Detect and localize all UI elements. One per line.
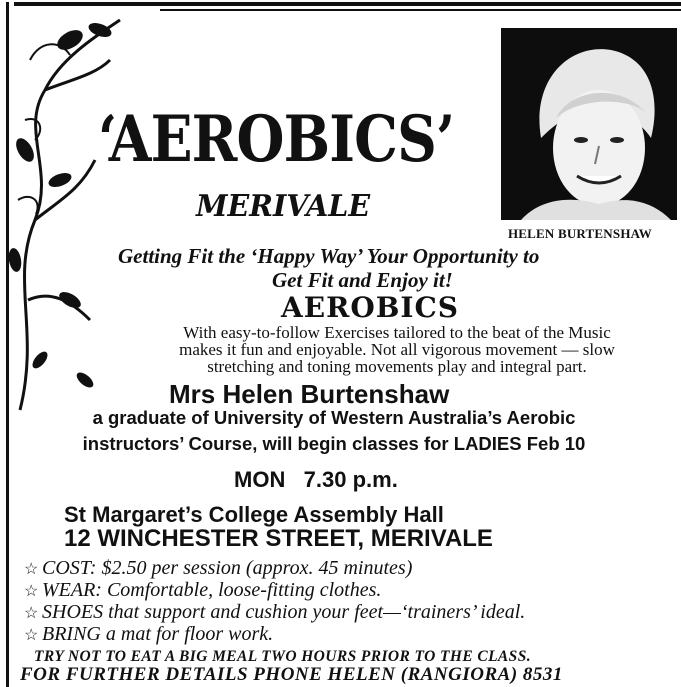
instructor-credentials xyxy=(10,405,658,457)
credentials-line: a graduate of University of Western Australia’s Aerobic xyxy=(92,407,576,428)
class-schedule xyxy=(234,467,398,493)
venue xyxy=(64,503,493,551)
tagline-line-2: Get Fit and Enjoy it! xyxy=(272,268,453,292)
list-item-text: WEAR: Comfortable, loose-fitting clothes. xyxy=(42,579,382,601)
venue-address: 12 WINCHESTER STREET, MERIVALE xyxy=(64,525,493,552)
location-heading: MERIVALE xyxy=(196,189,371,224)
credentials-line: instructors’ Course, will begin classes for LADIES Feb 10 xyxy=(82,433,586,454)
description-line: stretching and toning movements play and integral part. xyxy=(207,357,587,376)
footer-contact: FOR FURTHER DETAILS PHONE HELEN (RANGIORA) 8531 xyxy=(20,664,563,685)
list-item xyxy=(24,624,525,646)
list-item xyxy=(24,602,525,624)
subheading: AEROBICS xyxy=(281,291,459,324)
portrait-photo xyxy=(501,28,677,220)
schedule-time: 7.30 p.m. xyxy=(303,467,398,492)
details-list xyxy=(24,558,525,646)
star-icon: ☆ xyxy=(24,627,39,644)
description-line: With easy-to-follow Exercises tailored to the beat of the Music xyxy=(183,323,611,342)
instructor-name: Mrs Helen Burtenshaw xyxy=(169,379,450,409)
venue-name: St Margaret’s College Assembly Hall xyxy=(64,502,444,527)
star-icon: ☆ xyxy=(24,605,39,622)
star-icon: ☆ xyxy=(24,561,39,578)
description xyxy=(119,324,675,375)
portrait-illustration xyxy=(501,28,677,220)
list-item-text: SHOES that support and cushion your feet—‘trainers’ ideal. xyxy=(42,601,526,623)
headline: ‘AEROBICS’ xyxy=(98,102,455,177)
description-line: makes it fun and enjoyable. Not all vigorous movement — slow xyxy=(179,340,615,359)
schedule-day: MON xyxy=(234,467,286,492)
tagline-line-1: Getting Fit the ‘Happy Way’ Your Opportunity to xyxy=(118,244,540,268)
photo-caption: HELEN BURTENSHAW xyxy=(508,226,652,241)
star-icon: ☆ xyxy=(24,583,39,600)
floral-vine-illustration xyxy=(0,0,130,420)
list-item-text: COST: $2.50 per session (approx. 45 minutes) xyxy=(42,557,413,579)
list-item xyxy=(24,580,525,602)
footer-advice: TRY NOT TO EAT A BIG MEAL TWO HOURS PRIOR TO THE CLASS. xyxy=(34,648,531,665)
list-item xyxy=(24,558,525,580)
top-border-rule-thin xyxy=(160,9,681,11)
list-item-text: BRING a mat for floor work. xyxy=(42,623,274,645)
